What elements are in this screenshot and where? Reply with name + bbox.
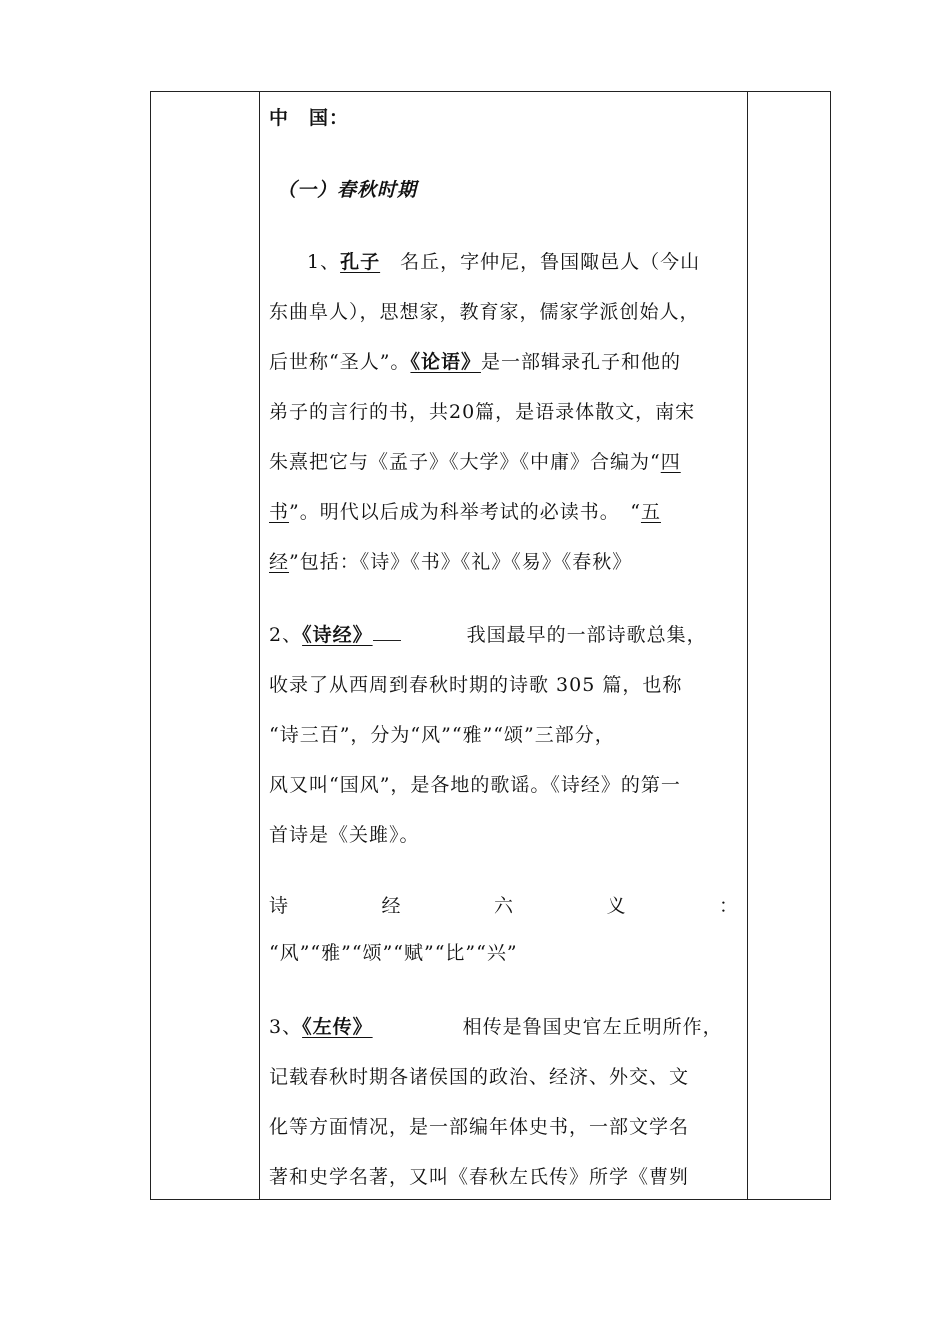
item2-number: 2、 [269,624,303,646]
item3-line3: 化等方面情况，是一部编年体史书，一部文学名 [269,1116,690,1138]
item2-line4: 风又叫“国风”，是各地的歌谣。《诗经》的第一 [269,774,681,796]
six-meanings-char-5: ： [718,895,739,917]
column-divider-left [259,92,260,1199]
item1-line7-underlined: 经 [269,551,290,573]
item1-line6-underlined-2: 五 [640,501,661,523]
item2-blank [373,622,401,641]
item1-line5-underlined: 四 [660,451,681,473]
six-meanings-char-3: 六 [493,895,514,917]
heading-china: 中 国： [269,107,350,129]
six-meanings-label [269,893,739,919]
item3-name: 《左传》 [302,1016,373,1038]
item1-line3-pre: 后世称“圣人”。 [269,351,411,373]
item1-line4: 弟子的言行的书，共20篇，是语录体散文，南宋 [269,401,696,423]
item1-line6-underlined: 书 [269,501,290,523]
item2-line1-text: 我国最早的一部诗歌总集， [466,624,707,646]
item3-line1-text: 相传是鲁国史官左丘明所作， [462,1016,723,1038]
six-meanings-values: “风”“雅”“颂”“赋”“比”“兴” [269,942,518,964]
table-frame [150,91,831,1200]
item3-line2: 记载春秋时期各诸侯国的政治、经济、外交、文 [269,1066,690,1088]
item2-line1 [269,622,739,648]
item2-line3: “诗三百”，分为“风”“雅”“颂”三部分， [269,724,615,746]
section-title: （一）春秋时期 [277,179,418,201]
item1-line5-pre: 朱熹把它与《孟子》《大学》《中庸》合编为“ [269,451,661,473]
item1-line1 [307,249,739,275]
item1-book-lunyu: 《论语》 [410,351,481,373]
six-meanings-char-4: 义 [606,895,627,917]
item1-line1-text: 名丘，字仲尼，鲁国陬邑人（今山 [380,251,701,273]
item1-name: 孔子 [340,251,381,273]
item1-line6 [269,499,739,525]
item1-line2: 东曲阜人），思想家，教育家，儒家学派创始人， [269,301,700,323]
item1-line7 [269,549,739,575]
six-meanings-char-1: 诗 [269,895,290,917]
item1-line3 [269,349,739,375]
item1-line7-post: ”包括：《诗》《书》《礼》《易》《春秋》 [289,551,633,573]
column-divider-right [747,92,748,1199]
item2-line5: 首诗是《关雎》。 [269,824,420,846]
item3-line1 [269,1014,739,1040]
item1-line6-post: ”。明代以后成为科举考试的必读书。 “ [289,501,641,523]
item1-number: 1、 [307,251,341,273]
six-meanings-char-2: 经 [381,895,402,917]
item2-line2: 收录了从西周到春秋时期的诗歌 305 篇，也称 [269,674,683,696]
item3-number: 3、 [269,1016,303,1038]
item1-line5 [269,449,739,475]
item3-line4: 著和史学名著，又叫《春秋左氏传》所学《曹刿 [269,1166,690,1188]
item1-line3-post: 是一部辑录孔子和他的 [480,351,681,373]
item2-name: 《诗经》 [302,624,373,646]
